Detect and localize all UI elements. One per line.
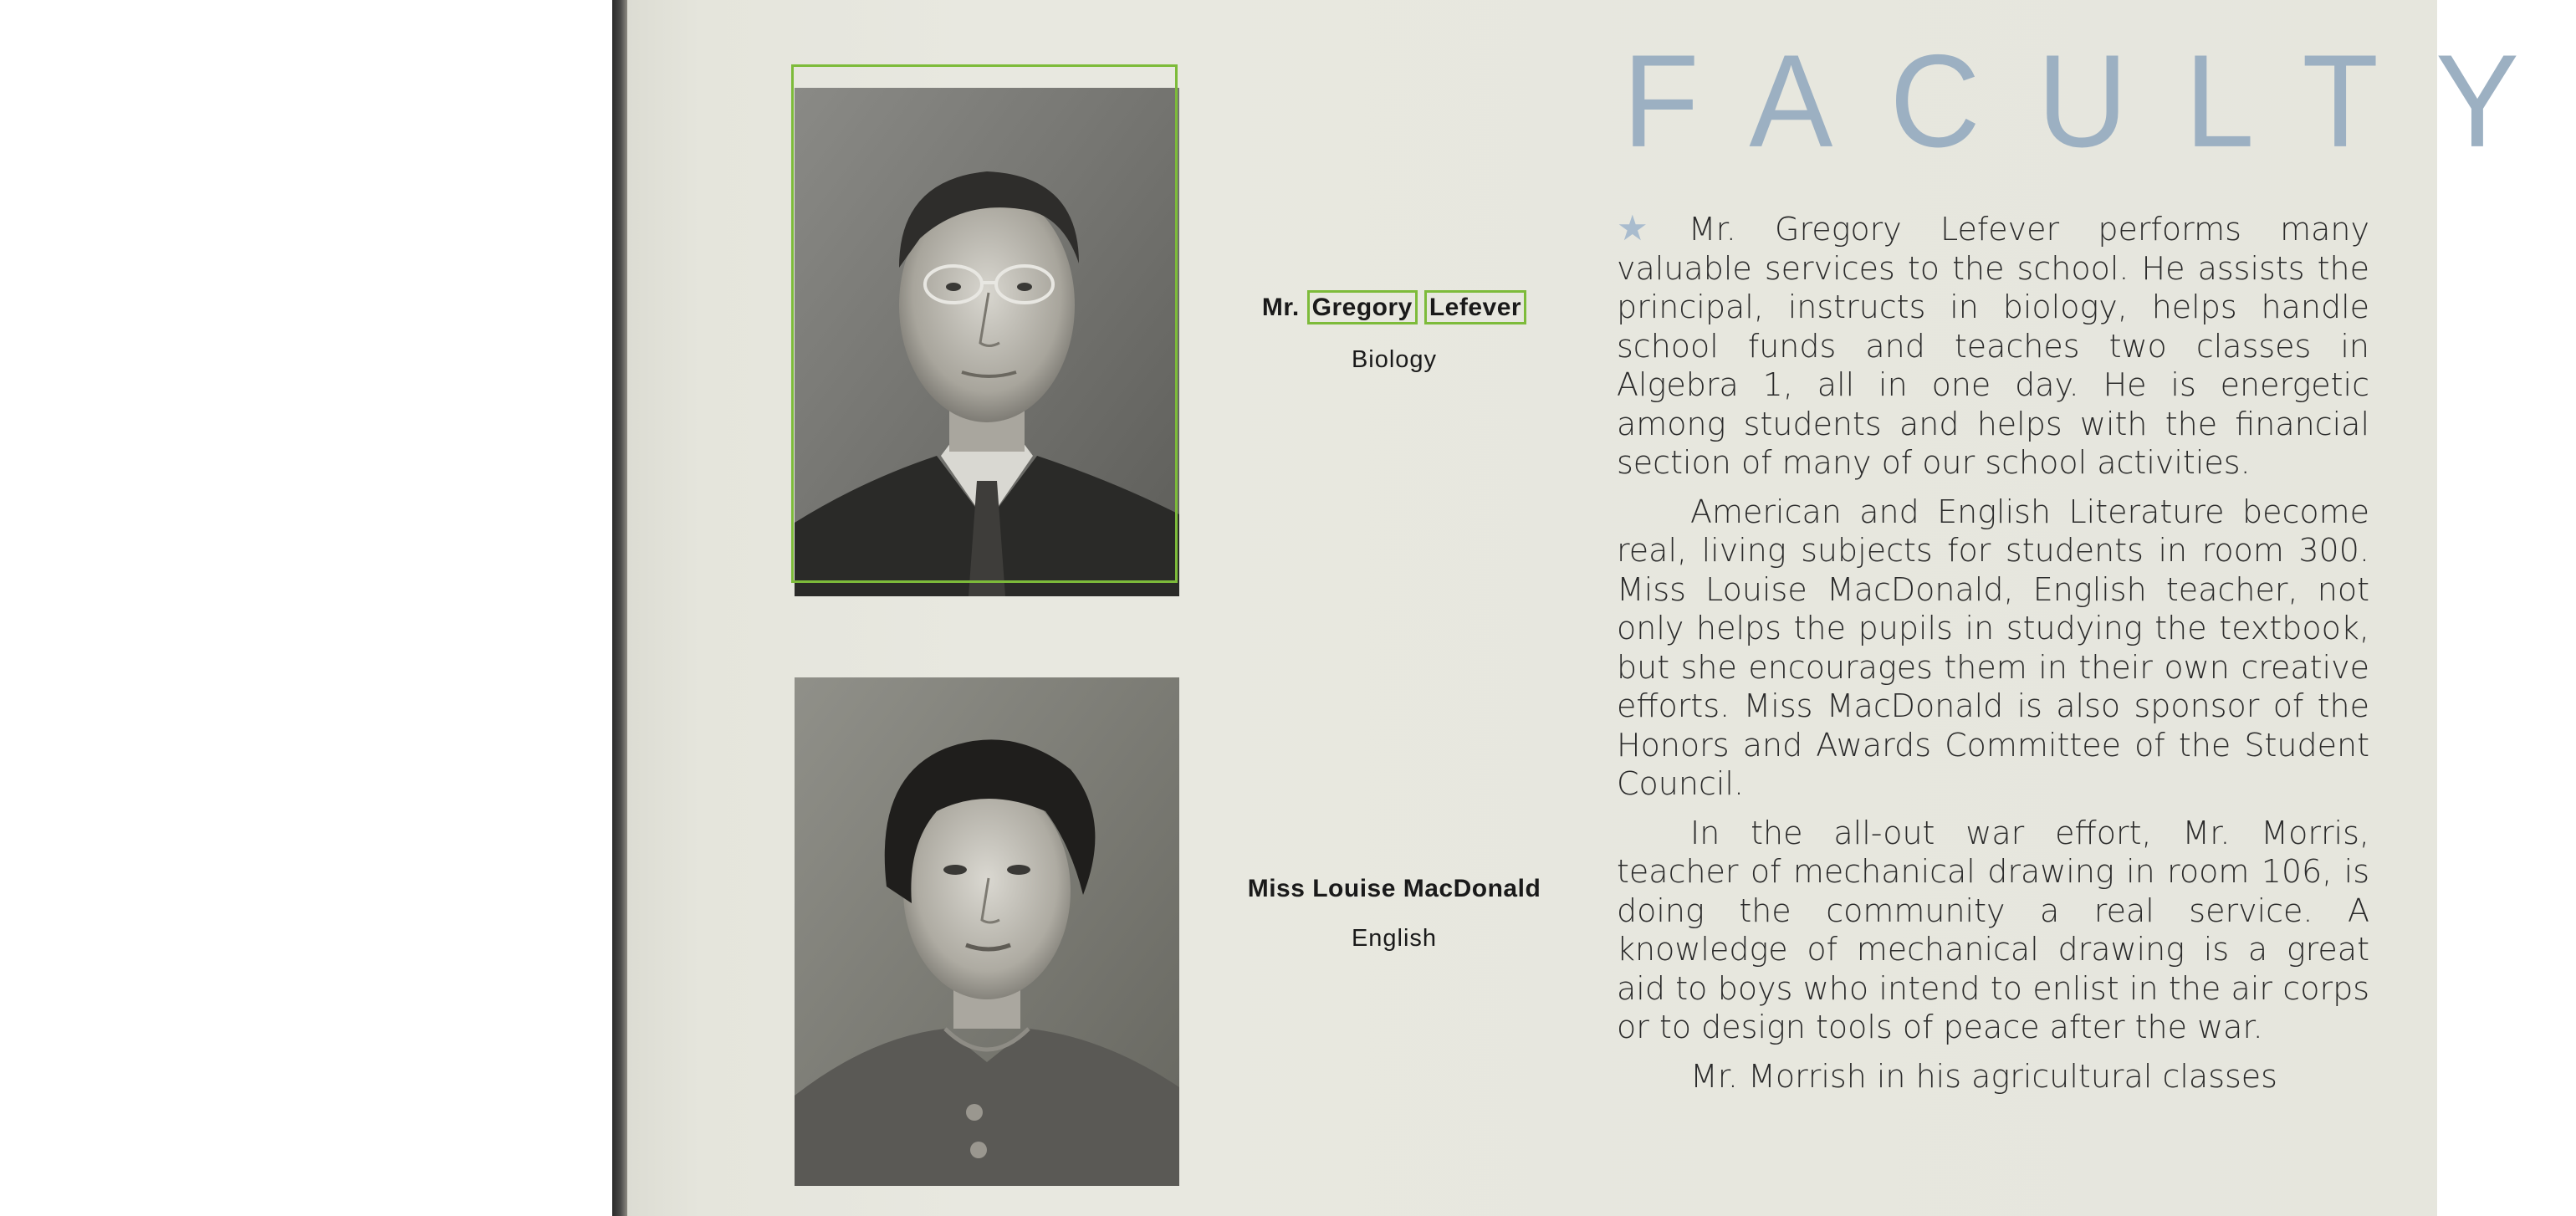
star-icon: ★ — [1617, 207, 1677, 248]
faculty-subject: Biology — [1351, 346, 1438, 373]
portrait-gregory-lefever — [795, 88, 1179, 596]
yearbook-page — [627, 0, 2576, 1216]
paragraph-macdonald: American and English Literature become real, living subjects for students in room 300. Miss Louise MacDonald, English teacher, not only helps the pupils in studying the textbook, but she encourages them in their own creative efforts. Miss MacDonald is also sponsor of the Honors and Awards Committee of the Student Council. — [1617, 493, 2369, 802]
faculty-name: Miss Louise MacDonald — [1247, 875, 1541, 902]
body-text — [1617, 209, 2369, 1106]
caption-louise-macdonald — [1219, 875, 1570, 953]
portrait-louise-macdonald — [795, 677, 1179, 1186]
caption-gregory-lefever — [1219, 290, 1570, 374]
name-first-boxed: Gregory — [1307, 290, 1418, 324]
faculty-name — [1219, 290, 1570, 324]
paragraph-text: Mr. Gregory Lefever performs many valuable services to the school. He assists the principal, instructs in biology, helps handle school funds and teaches two classes in Algebra 1, all in one day. He is energetic among students and helps with the financial section of many of our school activities. — [1617, 211, 2369, 481]
page-heading: FACULTY — [1623, 27, 2576, 175]
book-binding-edge — [612, 0, 627, 1216]
paragraph-morrish: Mr. Morrish in his agricultural classes — [1690, 1057, 2277, 1095]
faculty-subject: English — [1351, 925, 1438, 952]
paragraph-lefever — [1617, 209, 2369, 483]
name-last-boxed: Lefever — [1424, 290, 1526, 324]
paragraph-morris: In the all-out war effort, Mr. Morris, teacher of mechanical drawing in room 106, is doing the community a real service. A knowledge of mechanical drawing is a great aid to boys who intend to enlist in the air corps or to design tools of peace after the war. — [1617, 814, 2369, 1045]
name-title: Mr. — [1261, 294, 1300, 321]
